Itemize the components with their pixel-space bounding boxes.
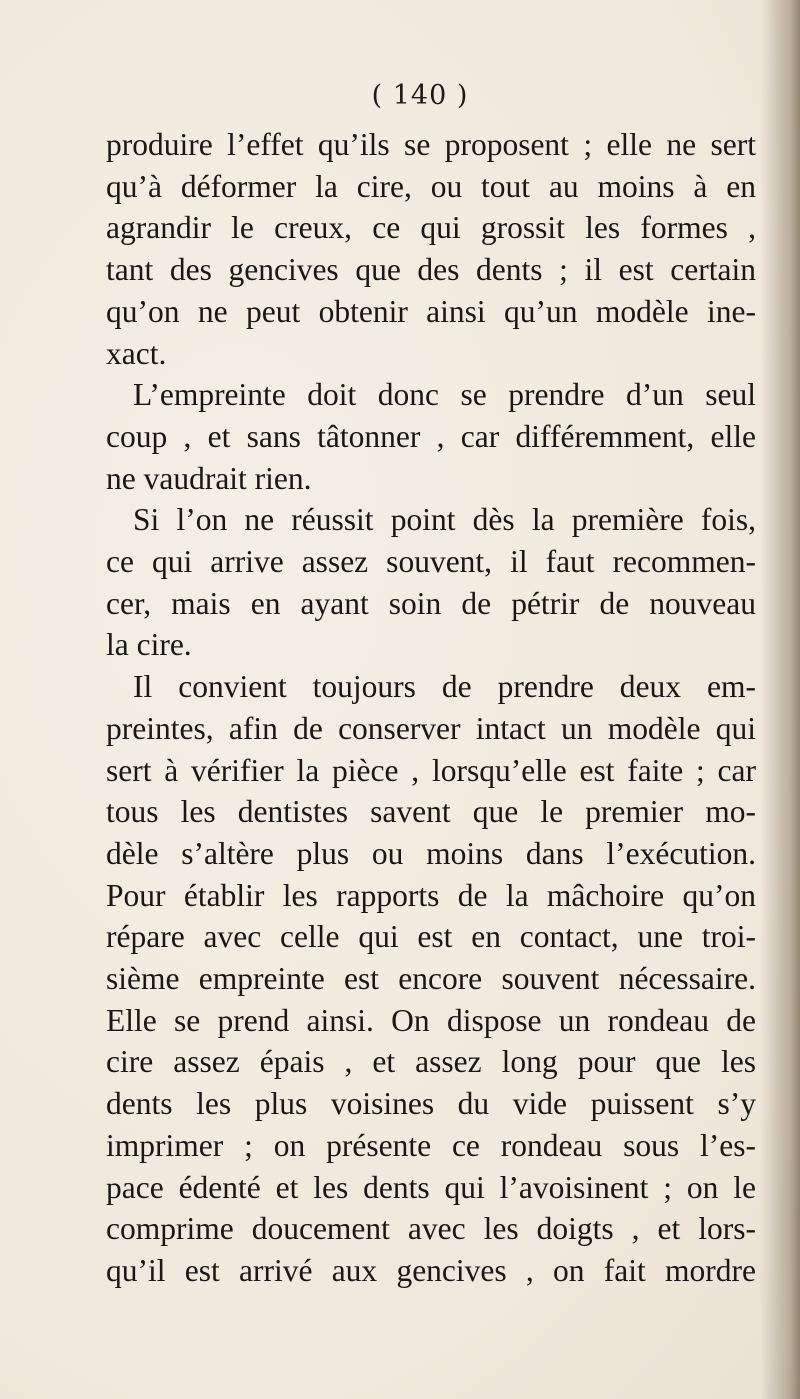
text-line: pace édenté et les dents qui l’avoisinent ; on le (106, 1169, 756, 1205)
text-line: sert à vérifier la pièce , lorsqu’elle est faite ; car (106, 752, 756, 788)
text-line: cire assez épais , et assez long pour que les (106, 1044, 756, 1080)
text-line: preintes, afin de conserver intact un modèle qui (106, 710, 756, 746)
text-line: dèle s’altère plus ou moins dans l’exécution. (106, 835, 756, 871)
text-line: répare avec celle qui est en contact, une troi- (106, 919, 756, 955)
text-line: ne vaudrait rien. (106, 460, 312, 496)
text-line: ce qui arrive assez souvent, il faut recommen- (106, 544, 756, 580)
body-text (106, 124, 756, 1292)
text-line: tant des gencives que des dents ; il est certain (106, 252, 756, 288)
text-line: xact. (106, 335, 167, 371)
text-line: qu’on ne peut obtenir ainsi qu’un modèle ine- (106, 293, 756, 329)
text-line: Il convient toujours de prendre deux em- (133, 669, 756, 705)
text-line: coup , et sans tâtonner , car différemment, elle (106, 418, 756, 454)
text-line: produire l’effet qu’ils se proposent ; elle ne sert (106, 127, 756, 162)
text-line: qu’il est arrivé aux gencives , on fait mordre (106, 1252, 756, 1288)
text-line: la cire. (106, 627, 192, 663)
page-number: ( 140 ) (371, 80, 469, 111)
text-line: sième empreinte est encore souvent nécessaire. (106, 961, 756, 997)
text-line: cer, mais en ayant soin de pétrir de nouveau (106, 585, 756, 621)
text-line: comprime doucement avec les doigts , et lors- (106, 1211, 756, 1247)
text-line: agrandir le creux, ce qui grossit les formes , (106, 210, 756, 246)
text-line: Pour établir les rapports de la mâchoire qu’on (106, 877, 756, 913)
text-line: Si l’on ne réussit point dès la première fois, (133, 502, 756, 538)
text-line: imprimer ; on présente ce rondeau sous l’es- (106, 1127, 756, 1163)
text-line: Elle se prend ainsi. On dispose un rondeau de (106, 1002, 756, 1038)
text-line: L’empreinte doit donc se prendre d’un seul (133, 377, 756, 413)
text-line: tous les dentistes savent que le premier mo- (106, 794, 756, 830)
text-line: dents les plus voisines du vide puissent s’y (106, 1086, 756, 1122)
text-line: qu’à déformer la cire, ou tout au moins à en (106, 168, 756, 204)
